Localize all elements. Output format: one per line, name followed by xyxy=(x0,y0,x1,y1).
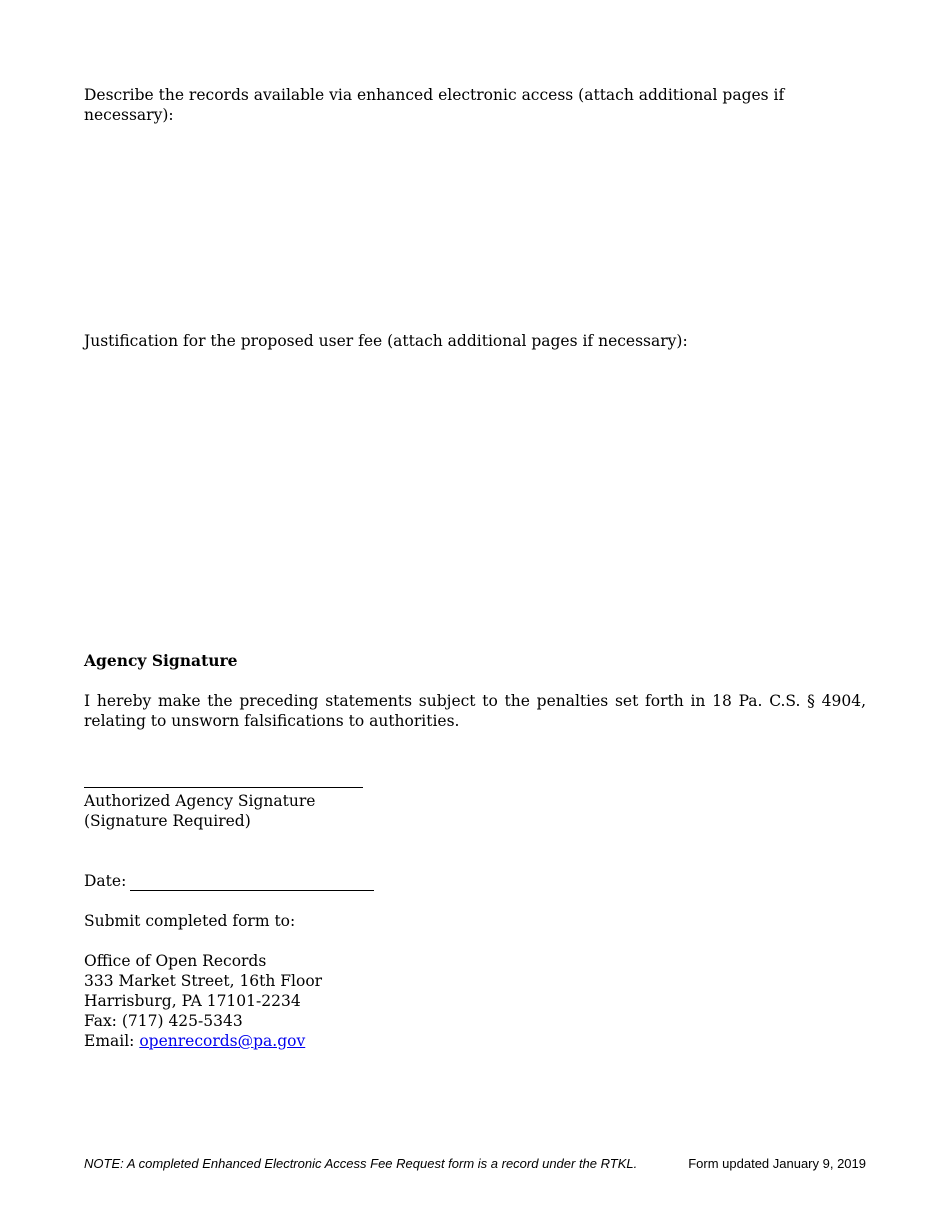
submit-intro: Submit completed form to: xyxy=(84,912,296,930)
signature-required-note: (Signature Required) xyxy=(84,812,251,830)
email-link[interactable]: openrecords@pa.gov xyxy=(139,1032,306,1050)
fax-number: Fax: (717) 425-5343 xyxy=(84,1012,243,1030)
signature-label: Authorized Agency Signature xyxy=(84,792,316,810)
signature-line[interactable] xyxy=(84,787,363,788)
street-address: 333 Market Street, 16th Floor xyxy=(84,972,323,990)
email-label: Email: xyxy=(84,1032,135,1050)
mailing-address xyxy=(84,951,866,1051)
date-label: Date: xyxy=(84,872,127,890)
date-row xyxy=(84,871,374,891)
date-field-line[interactable] xyxy=(130,875,374,891)
city-state-zip: Harrisburg, PA 17101-2234 xyxy=(84,992,301,1010)
footer-note: NOTE: A completed Enhanced Electronic Access Fee Request form is a record under the RTKL. xyxy=(84,1156,638,1171)
form-updated-date: Form updated January 9, 2019 xyxy=(688,1156,866,1171)
signature-statement: I hereby make the preceding statements subject to the penalties set forth in 18 Pa. C.S. § 4904, relating to unsworn falsifications to authorities. xyxy=(84,692,866,730)
email-line xyxy=(84,1031,866,1051)
agency-signature-heading: Agency Signature xyxy=(84,651,238,670)
justification-label: Justification for the proposed user fee (attach additional pages if necessary): xyxy=(84,332,688,350)
records-description-label: Describe the records available via enhanced electronic access (attach additional pages if necessary): xyxy=(84,86,785,124)
office-name: Office of Open Records xyxy=(84,952,267,970)
